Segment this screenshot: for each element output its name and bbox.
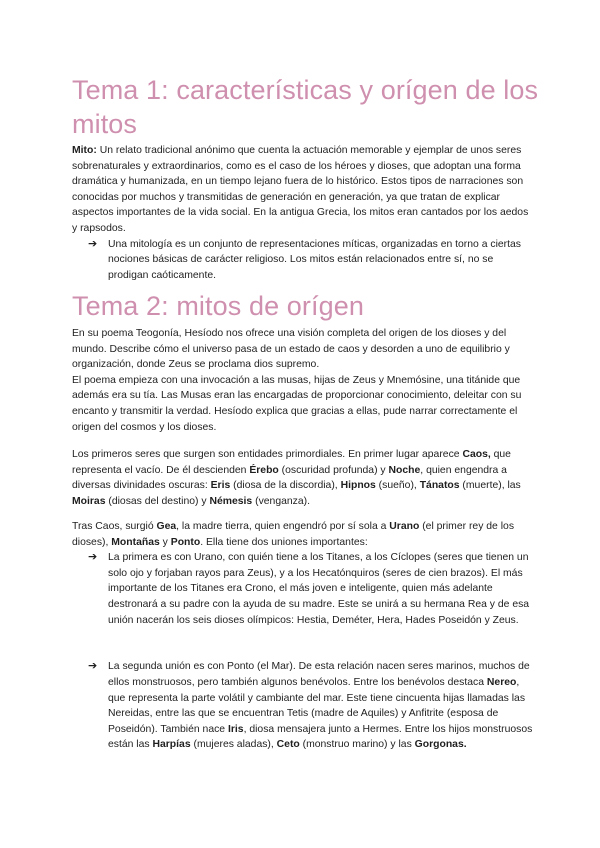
term-harpias: Harpías xyxy=(152,739,191,751)
text-run: , la madre tierra, quien engendró por sí sola a xyxy=(176,521,390,532)
term-erebo: Érebo xyxy=(249,464,279,476)
term-urano: Urano xyxy=(389,521,420,532)
text-run: Los primeros seres que surgen son entidades primordiales. En primer lugar aparece xyxy=(72,449,463,460)
tema2-intro xyxy=(72,326,534,435)
gea-section xyxy=(72,519,534,753)
mito-paragraph xyxy=(72,143,534,237)
term-gea: Gea xyxy=(156,521,177,532)
tema1-bullet-text: Una mitología es un conjunto de representaciones míticas, organizadas en torno a ciertas nociones básicas de carácter religioso. Los mitos están relacionados entre sí, no se prodigan caóticamente. xyxy=(108,238,521,281)
tema1-body xyxy=(72,143,534,283)
gea-paragraph xyxy=(72,519,534,550)
term-caos: Caos, xyxy=(462,449,491,460)
mito-label: Mito: xyxy=(72,145,97,156)
arrow-bullet-icon: ➔ xyxy=(88,551,98,564)
text-run: , que representa la parte volátil y cambiante del mar. Este tiene cincuenta hijas llamadas las Nereidas, entre las que se encuentran Tetis (madre de Aquiles) y Anfitrite (esposa de Poseidón). También nace xyxy=(108,676,526,735)
musas-paragraph: El poema empieza con una invocación a las musas, hijas de Zeus y Mnemósine, una titánide que además era su tía. Las Musas eran las encargadas de proporcionar conocimiento, deleitar con su encanto y transmitir la verdad. Hesíodo explica que gracias a ellas, pude narrar correctamente el origen del cosmos y los dioses. xyxy=(72,374,522,433)
term-moiras: Moiras xyxy=(72,495,106,507)
term-hipnos: Hipnos xyxy=(340,480,376,492)
text-run: que representa el vacío. De él descienden xyxy=(72,449,511,476)
term-eris: Eris xyxy=(210,480,231,492)
text-run: (diosa de la discordia), xyxy=(230,480,341,492)
primordiales-paragraph xyxy=(72,447,534,509)
text-run: (sueño), xyxy=(375,480,420,492)
mito-definition: Un relato tradicional anónimo que cuenta la actuación memorable y ejemplar de unos seres sobrenaturales y extraordinarios, como es el caso de los héroes y dioses, que adoptan una forma dramática y humanizada, en un tiempo lejano fuera de lo histórico. Estos tipos de narraciones son conocidas por muchos y transmitidas de generación en generación, ya que tratan de explicar aspectos importantes de la vida social. En la antigua Grecia, los mitos eran cantados por los aedos y rapsodos. xyxy=(72,145,529,234)
term-noche: Noche xyxy=(388,464,421,476)
term-iris: Iris xyxy=(227,723,244,735)
teogonia-paragraph: En su poema Teogonía, Hesíodo nos ofrece una visión completa del origen de los dioses y del mundo. Describe cómo el universo pasa de un estado de caos y desorden a uno de equilibrio y organización, donde Zeus se proclama dios supremo. xyxy=(72,328,510,371)
term-tanatos: Tánatos xyxy=(419,480,460,492)
ponto-bullet-text xyxy=(108,659,534,753)
urano-bullet xyxy=(88,550,534,628)
text-run: , quien engendra a diversas divinidades oscuras: xyxy=(72,464,507,492)
term-montanas: Montañas xyxy=(111,536,160,548)
term-nemesis: Némesis xyxy=(209,495,253,507)
text-run: (monstruo marino) y las xyxy=(299,739,415,751)
text-run: (el primer rey de los dioses), xyxy=(72,521,515,548)
text-run: (diosas del destino) y xyxy=(105,495,210,507)
term-gorgonas: Gorgonas. xyxy=(414,739,467,751)
text-run: (venganza). xyxy=(252,495,310,507)
term-nereo: Nereo xyxy=(486,676,517,688)
term-ceto: Ceto xyxy=(276,739,300,751)
text-run: y xyxy=(159,536,171,548)
arrow-bullet-icon: ➔ xyxy=(88,660,98,673)
text-run: (muerte), las xyxy=(459,480,521,492)
text-run: , diosa mensajera junto a Hermes. Entre los hijos monstruosos están las xyxy=(108,723,533,751)
text-run: . Ella tiene dos uniones importantes: xyxy=(200,536,368,548)
tema1-heading: Tema 1: características y orígen de los mitos xyxy=(72,75,539,139)
text-run: Tras Caos, surgió xyxy=(72,521,157,532)
text-run: (mujeres aladas), xyxy=(190,739,277,751)
tema1-bullet xyxy=(88,237,534,284)
text-run: (oscuridad profunda) y xyxy=(278,464,389,476)
ponto-bullet xyxy=(88,659,534,753)
urano-bullet-text: La primera es con Urano, con quién tiene a los Titanes, a los Cíclopes (seres que tienen un solo ojo y forjaban rayos para Zeus), y a los Hecatónquiros (seres de cien brazos). El más importante de los Titanes era Crono, el más joven e inteligente, quien más adelante destronará a su padre con la ayuda de su madre. Este se unirá a su hermana Rea y de esa unión nacerán los seis dioses olímpicos: Hestia, Deméter, Hera, Hades Poseidón y Zeus. xyxy=(108,552,530,626)
text-run: La segunda unión es con Ponto (el Mar). De esta relación nacen seres marinos, muchos de ellos monstruosos, pero también algunos benévolos. Entre los benévolos destaca xyxy=(108,661,530,688)
arrow-bullet-icon: ➔ xyxy=(88,237,98,250)
tema2-heading: Tema 2: mitos de orígen xyxy=(72,291,364,321)
term-ponto: Ponto xyxy=(170,536,201,548)
